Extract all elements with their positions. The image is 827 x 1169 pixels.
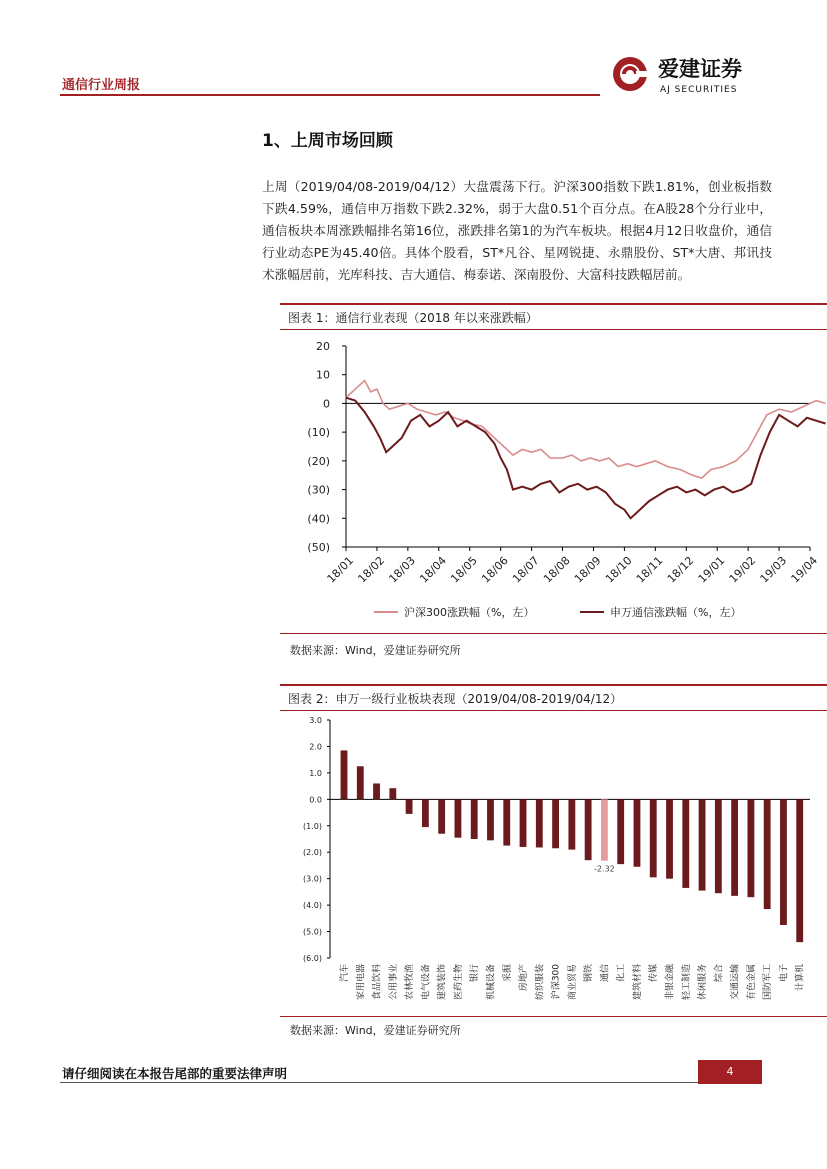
x-tick-label: 18/08: [541, 553, 573, 586]
bar: [747, 799, 754, 897]
x-category-label: 综合: [714, 964, 725, 983]
y-tick-label: (1.0): [303, 821, 322, 831]
bar: [585, 799, 592, 860]
x-category-label: 公用事业: [388, 964, 399, 1001]
x-category-label: 通信: [600, 964, 611, 983]
y-tick-label: 10: [316, 368, 330, 382]
x-category-label: 化工: [616, 964, 627, 983]
bar: [796, 799, 803, 942]
y-tick-label: (3.0): [303, 874, 322, 884]
x-tick-label: 18/09: [571, 553, 604, 586]
x-tick-label: 19/04: [788, 553, 821, 586]
x-category-label: 传媒: [649, 964, 660, 983]
x-tick-label: 18/01: [324, 553, 357, 586]
bar-telecom: [601, 799, 608, 860]
bar: [373, 783, 380, 799]
y-tick-label: (4.0): [303, 901, 322, 911]
y-tick-label: (20): [307, 454, 330, 468]
x-category-label: 农林牧渔: [405, 964, 416, 1001]
y-tick-label: (30): [307, 483, 330, 497]
y-tick-label: (6.0): [303, 954, 322, 963]
x-category-label: 钢铁: [584, 964, 595, 983]
x-category-label: 非银金融: [665, 964, 676, 1001]
x-category-label: 国防军工: [763, 964, 774, 1001]
y-tick-label: 0.0: [309, 795, 322, 805]
report-header-title: 通信行业周报: [62, 78, 141, 93]
header-divider: [60, 94, 600, 96]
x-category-label: 房地产: [519, 964, 530, 992]
figure2-caption: 图表 2：申万一级行业板块表现（2019/04/08-2019/04/12）: [288, 692, 623, 706]
legal-disclaimer: 请仔细阅读在本报告尾部的重要法律声明: [62, 1066, 288, 1081]
figure1-source: 数据来源：Wind，爱建证券研究所: [290, 644, 461, 657]
x-category-label: 轻工制造: [681, 964, 692, 1001]
figure1-caption: 图表 1：通信行业表现（2018 年以来涨跌幅）: [288, 311, 538, 325]
bar: [617, 799, 624, 864]
x-tick-label: 19/03: [757, 553, 790, 586]
logo-cn-text: 爱建证券: [658, 57, 742, 81]
x-category-label: 电子: [779, 964, 790, 983]
x-category-label: 建筑装饰: [437, 964, 448, 1001]
x-category-label: 食品饮料: [372, 964, 383, 1001]
x-tick-label: 18/11: [633, 553, 666, 586]
y-tick-label: (5.0): [303, 927, 322, 937]
logo-en-text: AJ SECURITIES: [660, 85, 738, 95]
figure2-bottom-rule: [280, 1016, 827, 1017]
x-category-label: 纺织服装: [535, 964, 546, 1001]
footer-divider: [60, 1082, 700, 1083]
figure1-bottom-rule: [280, 633, 827, 634]
y-tick-label: (2.0): [303, 848, 322, 858]
bar: [699, 799, 706, 890]
y-tick-label: 1.0: [309, 768, 322, 778]
x-category-label: 银行: [470, 964, 481, 983]
x-category-label: 计算机: [795, 964, 806, 992]
page-number: 4: [698, 1060, 762, 1084]
aj-securities-logo: [606, 52, 776, 96]
y-tick-label: (50): [307, 541, 330, 554]
legend-label: 申万通信涨跌幅（%，左）: [610, 606, 742, 619]
bar: [438, 799, 445, 833]
x-tick-label: 18/02: [355, 553, 388, 586]
x-category-label: 家用电器: [356, 964, 367, 1001]
bar: [471, 799, 478, 839]
bar: [634, 799, 641, 866]
bar: [764, 799, 771, 909]
market-review-paragraph: 上周（2019/04/08-2019/04/12）大盘震荡下行。沪深300指数下跌1.81%，创业板指数下跌4.59%，通信申万指数下跌2.32%，弱于大盘0.51个百分点。在A股28个分行业中，通信板块本周涨跌幅排名第16位，涨跌排名第1的为汽车板块。根据4月12日收盘价，通信行业动态PE为45.40倍。具体个股看，ST*凡谷、星网锐捷、永鼎股份、ST*大唐、邦讯技术涨幅居前，光库科技、吉大通信、梅泰诺、深南股份、大富科技跌幅居前。: [262, 179, 772, 282]
bar: [357, 766, 364, 799]
bar: [455, 799, 462, 837]
industry-performance-line-chart: [280, 330, 827, 630]
y-tick-label: 2.0: [309, 742, 322, 752]
x-tick-label: 18/06: [479, 553, 511, 586]
x-category-label: 休闲服务: [698, 964, 709, 1001]
figure2-caption-bar: [280, 684, 827, 711]
figure1-caption-bar: [280, 303, 827, 330]
x-tick-label: 18/04: [417, 553, 449, 586]
legend-label: 沪深300涨跌幅（%，左）: [404, 606, 535, 619]
bar: [568, 799, 575, 849]
bar: [341, 750, 348, 799]
bar: [406, 799, 413, 814]
x-category-label: 汽车: [340, 964, 350, 983]
bar: [389, 788, 396, 799]
bar: [487, 799, 494, 840]
x-tick-label: 18/10: [602, 553, 635, 586]
x-category-label: 沪深300: [551, 964, 562, 1000]
bar: [536, 799, 543, 847]
x-category-label: 商业贸易: [567, 964, 578, 1001]
y-tick-label: 20: [316, 340, 330, 353]
figure2-source: 数据来源：Wind，爱建证券研究所: [290, 1024, 461, 1037]
x-category-label: 医药生物: [453, 964, 464, 1001]
y-tick-label: (10): [307, 426, 330, 440]
x-category-label: 机械设备: [486, 964, 497, 1001]
series-telecom-line: [346, 398, 826, 519]
bar: [422, 799, 429, 827]
bar: [780, 799, 787, 925]
x-tick-label: 18/07: [510, 553, 542, 586]
series-hs300-line: [346, 381, 826, 479]
y-tick-label: 0: [323, 397, 330, 411]
y-tick-label: 3.0: [309, 716, 322, 725]
bar: [731, 799, 738, 896]
x-tick-label: 19/01: [695, 553, 728, 586]
bar: [552, 799, 559, 848]
x-tick-label: 18/03: [386, 553, 418, 586]
x-tick-label: 18/05: [448, 553, 480, 586]
bar: [650, 799, 657, 877]
x-category-label: 电气设备: [421, 964, 432, 1001]
x-category-label: 建筑材料: [632, 964, 643, 1001]
bar: [520, 799, 527, 847]
y-tick-label: (40): [307, 512, 330, 526]
bar: [682, 799, 689, 888]
x-tick-label: 19/02: [726, 553, 759, 586]
logo-mark-icon: [613, 57, 650, 91]
bar: [503, 799, 510, 845]
bar: [666, 799, 673, 878]
x-category-label: 采掘: [502, 964, 513, 983]
x-category-label: 有色金属: [746, 964, 757, 1001]
x-category-label: 交通运输: [730, 964, 741, 1001]
x-tick-label: 18/12: [664, 553, 697, 586]
data-label: -2.32: [594, 864, 615, 874]
sector-weekly-bar-chart: [280, 710, 827, 1015]
section-title: 1、上周市场回顾: [262, 131, 393, 151]
bar: [715, 799, 722, 893]
